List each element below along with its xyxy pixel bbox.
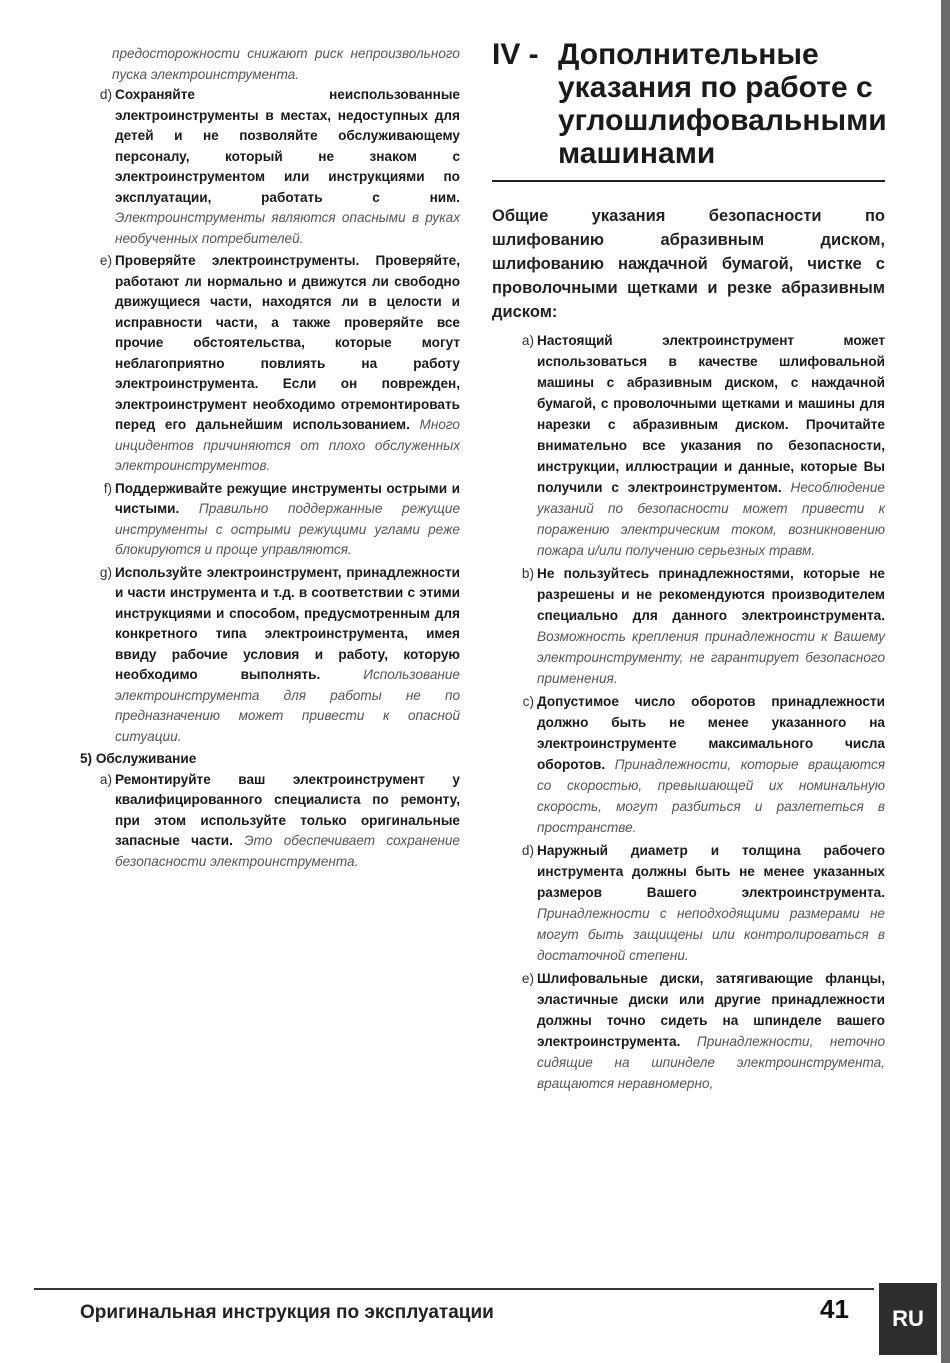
item-marker: a)	[521, 333, 534, 348]
item-bold-text: Поддерживайте режущие инструменты острыми и чистыми.	[115, 480, 460, 516]
item-bold-text: Наружный диаметр и толщина рабочего инструмента должны быть не менее указанных размеров Вашего электроинструмента.	[537, 843, 885, 900]
item-bold-text: Используйте электроинструмент, принадлежности и части инструмента и т.д. в соответствии с этими инструкциями и способом, предусмотренным для конкретного типа электроинструмента, имея ввиду рабочие условия и работу, которую необходимо выполнять.	[115, 564, 460, 682]
item-marker: d)	[521, 843, 534, 858]
list-item-e	[82, 251, 460, 477]
item-italic-text: Электроинструменты являются опасными в руках необученных потребителей.	[115, 210, 460, 246]
item-bold-text: Проверяйте электроинструменты. Проверяйте, работают ли нормально и движутся ли свободно движущиеся части, находятся ли в целости и исправности части, а также проверяйте все прочие обстоятельства, которые могут неблагоприятно повлиять на работу электроинструмента. Если он поврежден, электроинструмент необходимо отремонтировать перед его дальнейшим использованием.	[115, 253, 460, 432]
item-marker: e)	[521, 971, 534, 986]
item-italic-text: Это обеспечивает сохранение безопасности электроинструмента.	[115, 833, 460, 869]
list-item-a	[492, 330, 885, 561]
item-marker: g)	[99, 564, 112, 580]
item-italic-text: Правильно поддержанные режущие инструменты с острыми режущими углами реже блокируются и проще управляются.	[115, 501, 460, 557]
list-item-e	[492, 968, 885, 1094]
item-marker: f)	[103, 480, 112, 496]
item-bold-text: Допустимое число оборотов принадлежности должно быть не менее указанного на электроинструменте максимального числа оборотов.	[537, 694, 885, 772]
section-title: Дополнительные указания по работе с углошлифовальными машинами	[558, 38, 887, 170]
right-column	[492, 38, 885, 1096]
item-marker: e)	[99, 253, 112, 268]
item-marker: a)	[99, 771, 112, 787]
page-edge-bar	[941, 0, 950, 1363]
list-item-d	[82, 85, 460, 249]
subheading: Общие указания безопасности по шлифованию абразивным диском, шлифованию наждачной бумагой, чистке с проволочными щетками и резке абразивным диском:	[492, 207, 885, 321]
item-bold-text: Настоящий электроинструмент может использоваться в качестве шлифовальной машины с абразивным диском, с наждачной бумагой, с проволочными щетками и машины для нарезки с абразивным диском. Прочитайте внимательно все указания по безопасности, инструкции, иллюстрации и данные, которые Вы получили с электроинструментом.	[537, 333, 885, 495]
section-heading	[492, 38, 885, 182]
item-italic-text: Много инцидентов причиняются от плохо обслуженных электроинструментов.	[115, 417, 460, 473]
section-5-title: 5) Обслуживание	[80, 751, 197, 766]
section-number: IV -	[492, 38, 539, 71]
item-bold-text: Сохраняйте неиспользованные электроинструменты в местах, недоступных для детей и не позволяйте обслуживающему персоналу, который не знаком с электроинструментом или инструкциями по эксплуатации, работать с ним.	[115, 87, 460, 205]
list-item-f	[82, 479, 460, 561]
item-italic-text: Использование электроинструмента для работы не по предназначению может привести к опасной ситуации.	[115, 667, 460, 744]
page-number: 41	[820, 1294, 849, 1324]
list-item-b	[492, 563, 885, 689]
lead-italic-text: предосторожности снижают риск непроизвольного пуска электроинструмента.	[112, 46, 460, 82]
item-marker: c)	[522, 694, 534, 709]
item-marker: b)	[521, 566, 534, 581]
item-bold-text: Не пользуйтесь принадлежностями, которые не разрешены и не рекомендуются производителем специально для данного электроинструмента.	[537, 566, 885, 623]
item-italic-text: Принадлежности с неподходящими размерами не могут быть защищены или контролироваться в достаточной степени.	[537, 906, 885, 963]
list-item-5a	[82, 770, 460, 873]
item-italic-text: Принадлежности, неточно сидящие на шпинделе электроинструмента, вращаются неравномерно,	[537, 1034, 885, 1091]
footer-divider	[34, 1288, 874, 1290]
item-italic-text: Несоблюдение указаний по безопасности может привести к поражению электрическим током, возникновению пожара и/или получению серьезных травм.	[537, 480, 885, 558]
list-item-c	[492, 691, 885, 838]
footer-title: Оригинальная инструкция по эксплуатации	[80, 1302, 494, 1323]
list-item-d	[492, 840, 885, 966]
item-italic-text: Возможность крепления принадлежности к Вашему электроинструменту, не гарантирует безопасного применения.	[537, 629, 885, 686]
item-bold-text: Ремонтируйте ваш электроинструмент у квалифицированного специалиста по ремонту, при этом используйте только оригинальные запасные части.	[115, 771, 460, 848]
item-bold-text: Шлифовальные диски, затягивающие фланцы, эластичные диски или другие принадлежности должны точно сидеть на шпинделе вашего электроинструмента.	[537, 971, 885, 1049]
list-item-g	[82, 563, 460, 748]
language-badge: RU	[879, 1283, 937, 1355]
item-italic-text: Принадлежности, которые вращаются со скоростью, превышающей их номинальную скорость, могут разбиться и разлететься в пространстве.	[537, 757, 885, 835]
left-column	[82, 44, 460, 874]
item-marker: d)	[99, 87, 112, 102]
